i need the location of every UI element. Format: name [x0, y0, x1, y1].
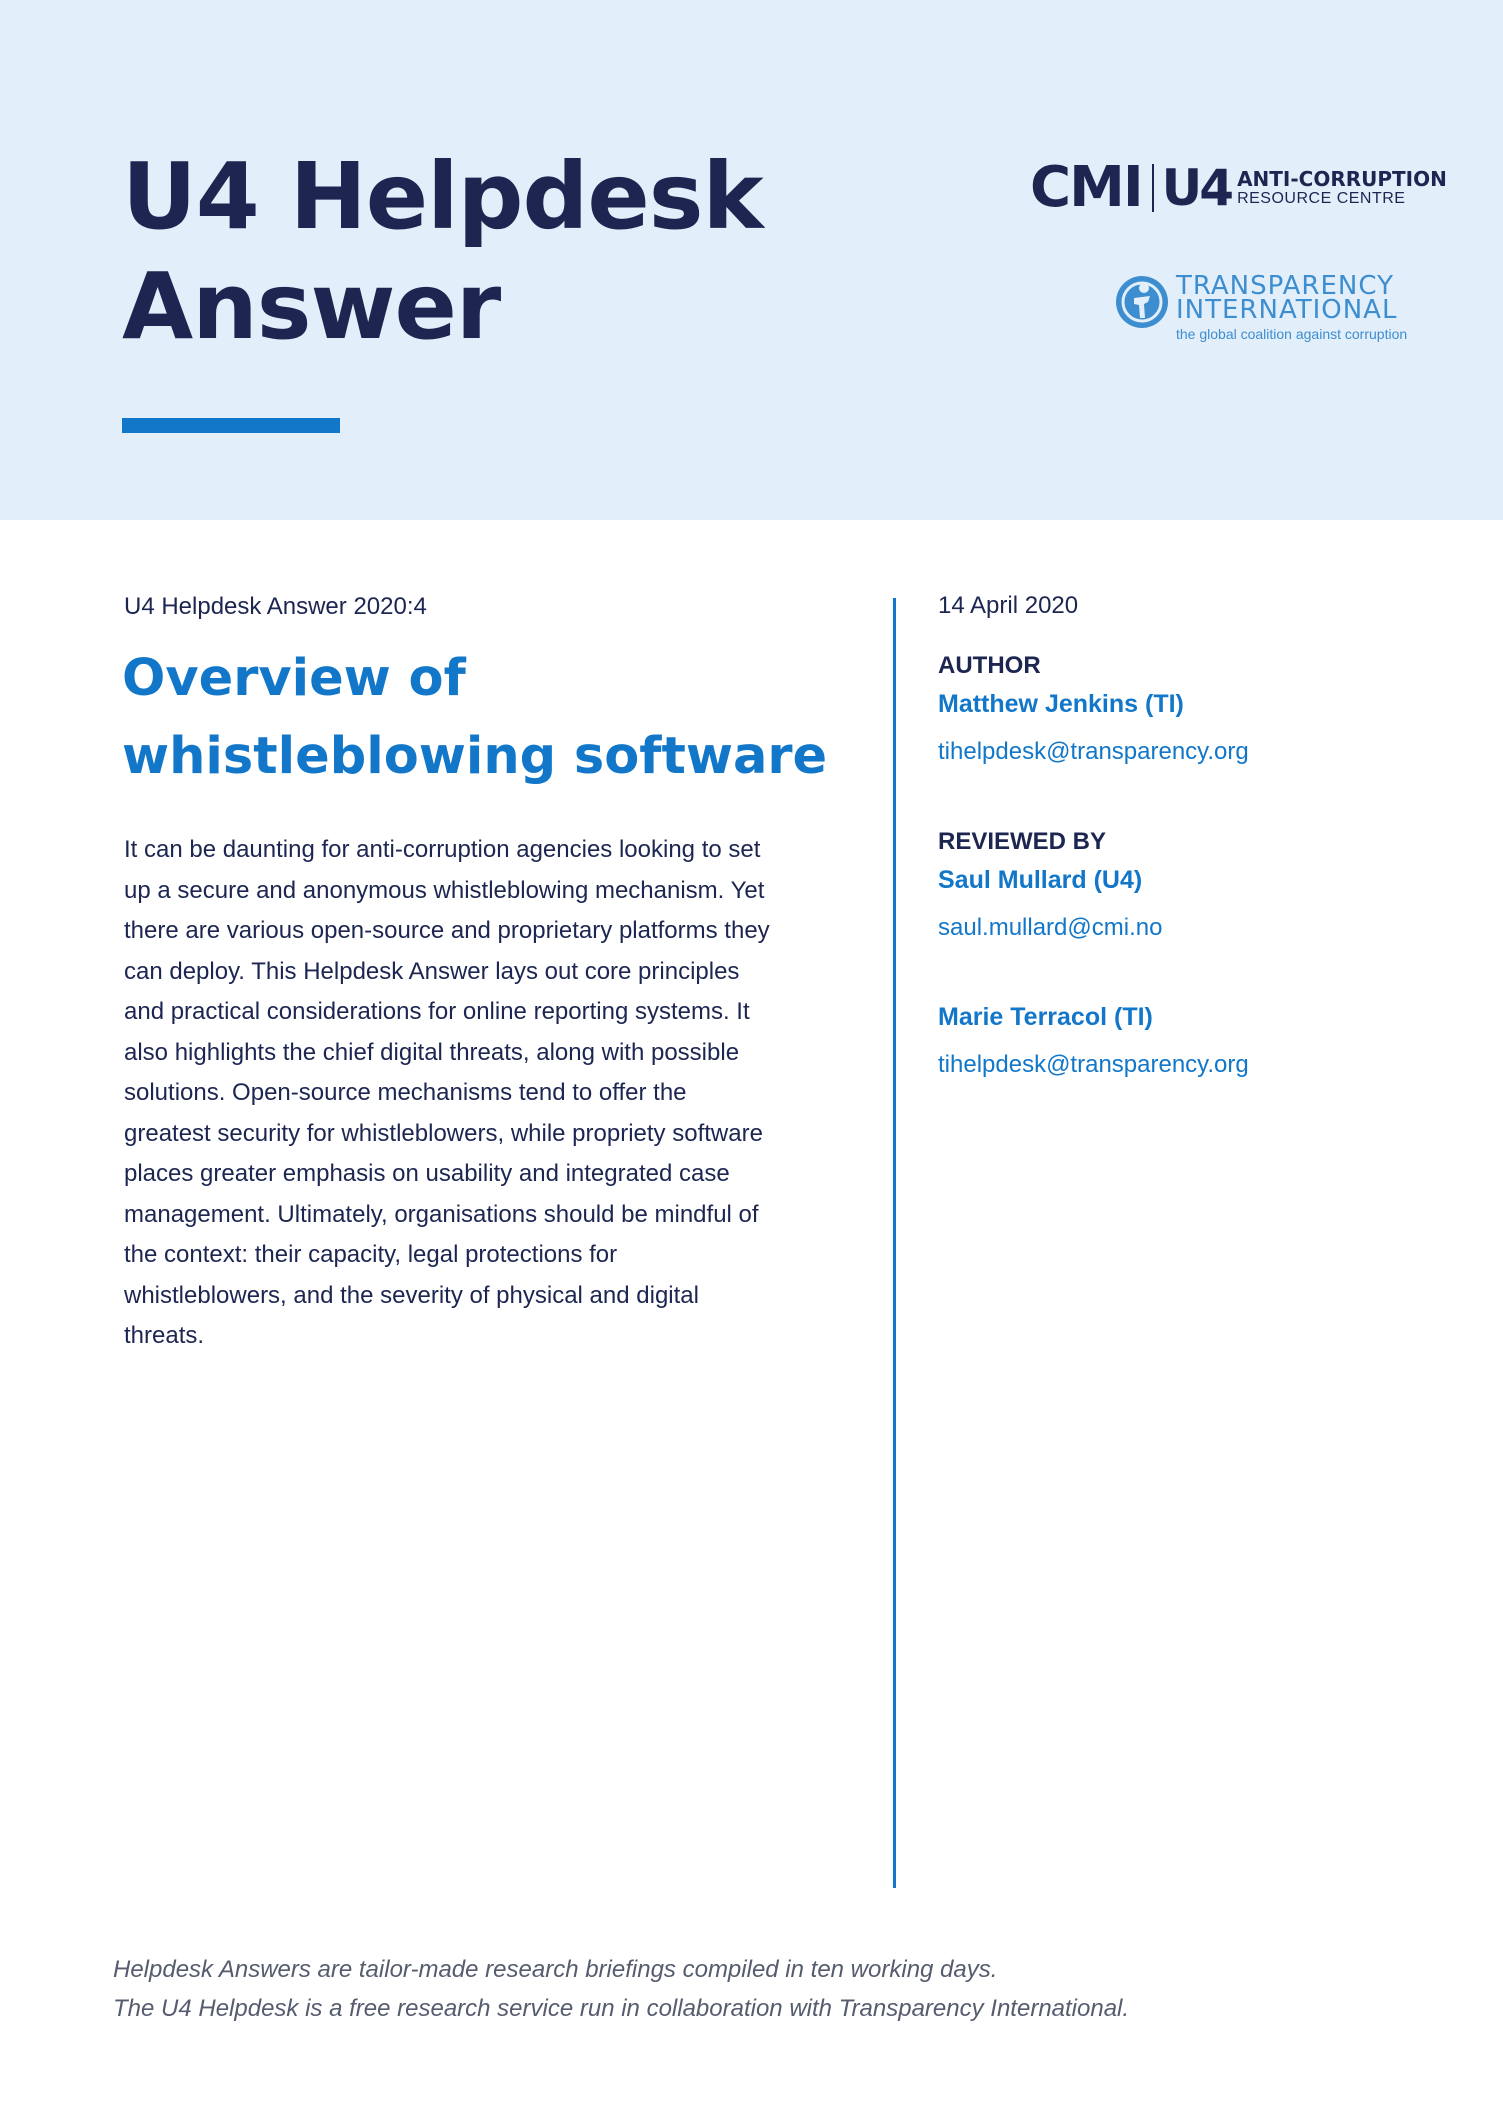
- footer-note: [113, 1950, 1363, 2028]
- footer-line-2: The U4 Helpdesk is a free research service run in collaboration with Transparency International.: [113, 1995, 1130, 2022]
- abstract-line: also highlights the chief digital threats, along with possible: [124, 1038, 740, 1066]
- abstract-line: management. Ultimately, organisations should be mindful of: [124, 1200, 759, 1228]
- transparency-international-logo: [1114, 271, 1408, 344]
- abstract: [124, 830, 824, 1357]
- abstract-line: and practical considerations for online reporting systems. It: [124, 998, 750, 1025]
- footer-line-1: Helpdesk Answers are tailor-made research briefings compiled in ten working days.: [113, 1956, 998, 1983]
- logo-divider: [1152, 164, 1154, 212]
- column-divider: [893, 598, 896, 1888]
- abstract-line: can deploy. This Helpdesk Answer lays out core principles: [124, 957, 740, 985]
- author-name: Matthew Jenkins (TI): [938, 690, 1184, 718]
- title-line-1: Overview of: [122, 649, 466, 708]
- document-type-heading: [122, 142, 822, 362]
- abstract-line: It can be daunting for anti-corruption agencies looking to set: [124, 836, 761, 863]
- ti-globe-icon: [1114, 274, 1170, 330]
- abstract-line: whistleblowers, and the severity of physical and digital: [124, 1281, 699, 1309]
- heading-line-2: Answer: [122, 253, 501, 360]
- u4-line-2: RESOURCE CENTRE: [1237, 190, 1406, 207]
- u4-wordmark: [1237, 168, 1447, 208]
- ti-tagline: the global coalition against corruption: [1176, 326, 1408, 342]
- title-line-2: whistleblowing software: [122, 727, 828, 786]
- ti-line-2: INTERNATIONAL: [1176, 295, 1398, 325]
- reviewer-email-link[interactable]: saul.mullard@cmi.no: [938, 914, 1163, 941]
- answer-reference: U4 Helpdesk Answer 2020:4: [124, 593, 427, 620]
- reviewer-email-link[interactable]: tihelpdesk@transparency.org: [938, 1051, 1249, 1078]
- reviewer-name: Marie Terracol (TI): [938, 1003, 1153, 1031]
- abstract-line: the context: their capacity, legal protections for: [124, 1241, 618, 1268]
- ti-line-1: TRANSPARENCY: [1176, 271, 1394, 301]
- reviewed-by-label: REVIEWED BY: [938, 828, 1107, 855]
- abstract-line: greatest security for whistleblowers, while propriety software: [124, 1119, 763, 1147]
- abstract-line: places greater emphasis on usability and integrated case: [124, 1160, 730, 1187]
- cmi-u4-logo: [1030, 155, 1447, 220]
- abstract-line: solutions. Open-source mechanisms tend to offer the: [124, 1079, 687, 1106]
- u4-mark: U4: [1161, 159, 1232, 217]
- abstract-line: there are various open-source and proprietary platforms they: [124, 917, 770, 944]
- author-label: AUTHOR: [938, 652, 1041, 679]
- publication-date: 14 April 2020: [938, 592, 1079, 619]
- heading-line-1: U4 Helpdesk: [122, 143, 763, 250]
- reviewer-name: Saul Mullard (U4): [938, 866, 1143, 894]
- header-accent-rule: [122, 418, 340, 433]
- author-email-link[interactable]: tihelpdesk@transparency.org: [938, 738, 1249, 765]
- header-band: [0, 0, 1503, 520]
- u4-line-1: ANTI-CORRUPTION: [1237, 167, 1447, 191]
- abstract-line: up a secure and anonymous whistleblowing mechanism. Yet: [124, 876, 765, 904]
- abstract-line: threats.: [124, 1322, 205, 1349]
- cmi-wordmark: CMI: [1030, 155, 1142, 220]
- document-title: [122, 640, 842, 796]
